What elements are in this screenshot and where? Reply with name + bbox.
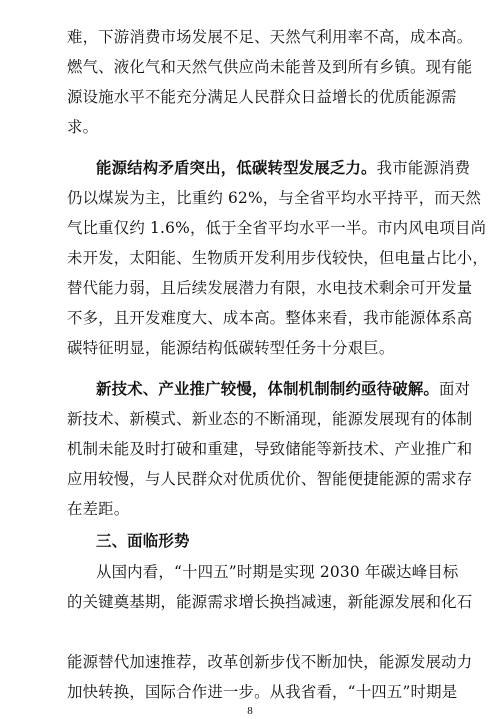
text-line: 不多，且开发难度大、成本高。整体来看，我市能源体系高 (67, 309, 473, 327)
text-line: 难，下游消费市场发展不足、天然气利用率不高，成本高。 (67, 28, 473, 46)
paragraph-first-line (96, 379, 471, 399)
text-line: 新技术、新模式、新业态的不断涌现，能源发展现有的体制 (67, 410, 473, 428)
text-line: 应用较慢，与人民群众对优质优价、智能便捷能源的需求存 (67, 470, 473, 488)
paragraph-heading: 能源结构矛盾突出，低碳转型发展乏力。 (96, 159, 377, 177)
text-line: 的关键奠基期，能源需求增长换挡减速，新能源发展和化石 (67, 593, 473, 611)
text-line: 碳特征明显，能源结构低碳转型任务十分艰巨。 (67, 339, 395, 357)
text-line: 替代能力弱，且后续发展潜力有限，水电技术剩余可开发量 (67, 279, 473, 297)
text-line: 在差距。 (67, 500, 130, 518)
text-run: 我市能源消费 (376, 159, 471, 177)
section-heading: 三、面临形势 (96, 532, 190, 550)
text-line: 未开发，太阳能、生物质开发利用步伐较快，但电量占比小， (67, 249, 488, 267)
text-line: 气比重仅约 1.6%，低于全省平均水平一半。市内风电项目尚 (67, 219, 487, 237)
paragraph-first-line (96, 158, 471, 178)
text-run: 面对 (439, 380, 471, 398)
text-line: 机制未能及时打破和重建，导致储能等新技术、产业推广和 (67, 440, 473, 458)
text-line: 求。 (67, 118, 99, 136)
text-line: 仍以煤炭为主，比重约 62%，与全省平均水平持平，而天然 (67, 189, 482, 207)
text-line: 加快转换，国际合作进一步。从我省看，“十四五”时期是 (67, 683, 458, 701)
text-line: 燃气、液化气和天然气供应尚未能普及到所有乡镇。现有能 (67, 58, 473, 76)
paragraph-heading: 新技术、产业推广较慢，体制机制制约亟待破解。 (96, 380, 439, 398)
text-line: 源设施水平不能充分满足人民群众日益增长的优质能源需 (67, 88, 457, 106)
text-line: 从国内看，“十四五”时期是实现 2030 年碳达峰目标 (96, 563, 459, 581)
text-line: 能源替代加速推荐，改革创新步伐不断加快，能源发展动力 (67, 653, 473, 671)
page-number: 8 (247, 705, 253, 717)
